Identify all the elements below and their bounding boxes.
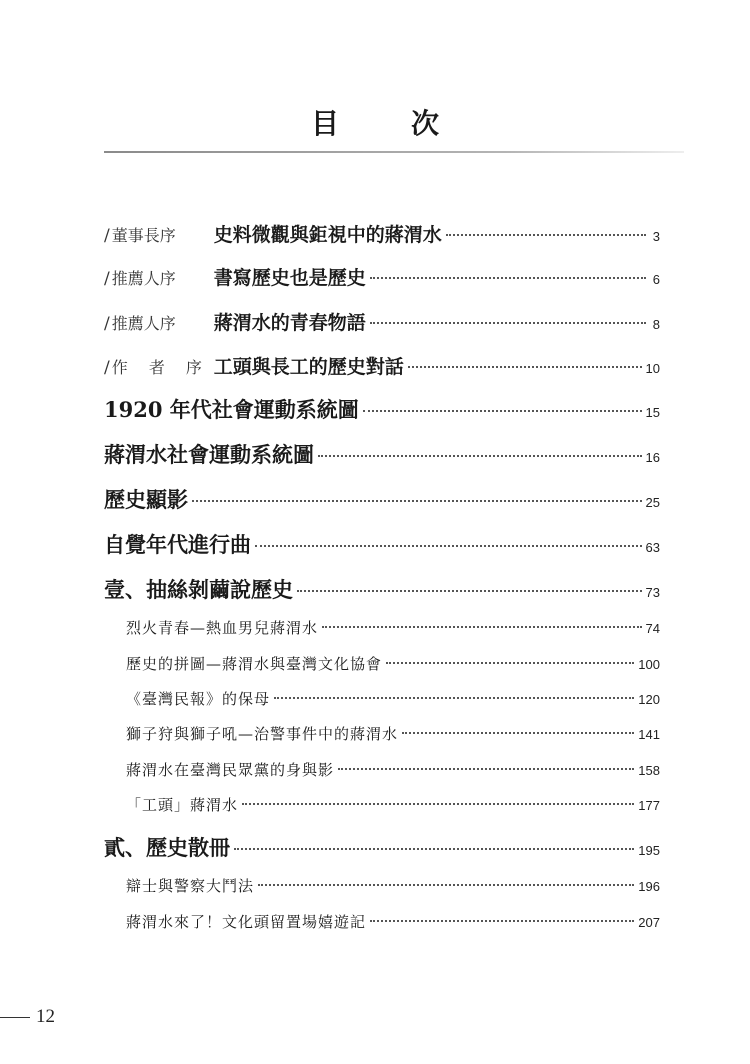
dot-leader (234, 848, 634, 850)
sub-item-title: 「工頭」蔣渭水 (126, 796, 239, 814)
dot-leader (408, 366, 642, 368)
dot-leader (274, 697, 634, 699)
dot-leader (370, 920, 634, 922)
toc-entry-part-two[interactable] (104, 831, 660, 865)
toc-entry-system-chart-jiang[interactable] (104, 438, 660, 472)
toc-entry-history-images[interactable] (104, 483, 660, 517)
toc-entry-system-chart-1920s[interactable] (104, 393, 660, 427)
toc-entry-sub-item[interactable] (126, 869, 660, 903)
sub-item-title: 歷史的拼圖—蔣渭水與臺灣文化協會 (126, 655, 383, 673)
page-title: 目 次 (310, 107, 461, 140)
page-number: 10 (645, 361, 660, 376)
dot-leader (370, 277, 646, 279)
slash-mark: / (104, 269, 110, 289)
page-number: 25 (645, 495, 660, 510)
preface-title: 蔣渭水的青春物語 (213, 312, 366, 334)
toc-entry-sub-item[interactable] (126, 611, 660, 645)
page-number: 73 (645, 585, 660, 600)
dot-leader (318, 455, 642, 457)
preface-label: 推薦人序 (111, 269, 176, 288)
page-number: 177 (638, 798, 660, 813)
page-number: 8 (652, 317, 660, 332)
section-title: 蔣渭水社會運動系統圖 (104, 442, 314, 467)
dot-leader (297, 590, 642, 592)
toc-entry-sub-item[interactable] (126, 647, 660, 681)
page-number: 15 (645, 405, 660, 420)
dot-leader (242, 803, 634, 805)
page-number: 120 (638, 692, 660, 707)
toc-entry-preface-author[interactable] (104, 350, 660, 384)
section-title: 歷史顯影 (104, 487, 188, 512)
dot-leader (322, 626, 642, 628)
footer-rule (0, 1017, 30, 1018)
toc-entry-sub-item[interactable] (126, 717, 660, 751)
toc-entry-preface-recommender-1[interactable] (104, 261, 660, 295)
page-number: 196 (638, 879, 660, 894)
slash-mark: / (104, 314, 110, 334)
page-number: 74 (645, 621, 660, 636)
sub-item-title: 獅子狩與獅子吼—治警事件中的蔣渭水 (126, 725, 399, 743)
sub-item-title: 《臺灣民報》的保母 (126, 690, 271, 708)
slash-mark: / (104, 358, 110, 378)
preface-title: 史料微觀與鉅視中的蔣渭水 (213, 224, 442, 246)
sub-item-title: 蔣渭水來了！文化頭留置場嬉遊記 (126, 913, 367, 931)
section-title: 1920 年代社會運動系統圖 (104, 397, 359, 422)
page-number: 141 (638, 727, 660, 742)
toc-entry-sub-item[interactable] (126, 905, 660, 939)
toc-entry-sub-item[interactable] (126, 682, 660, 716)
page-number: 158 (638, 763, 660, 778)
dot-leader (192, 500, 642, 502)
toc-entry-part-one[interactable] (104, 573, 660, 607)
page-number: 195 (638, 843, 660, 858)
preface-title: 書寫歷史也是歷史 (213, 267, 366, 289)
dot-leader (338, 768, 634, 770)
section-title: 壹、抽絲剝繭說歷史 (104, 577, 293, 602)
page-number: 16 (645, 450, 660, 465)
preface-label: 作 者 序 (111, 358, 210, 377)
dot-leader (402, 732, 634, 734)
page-number: 100 (638, 657, 660, 672)
slash-mark: / (104, 226, 110, 246)
toc-entry-awakening-march[interactable] (104, 528, 660, 562)
preface-label: 董事長序 (111, 226, 176, 245)
dot-leader (370, 322, 646, 324)
page-number: 3 (652, 229, 660, 244)
page-number: 207 (638, 915, 660, 930)
page-number: 63 (645, 540, 660, 555)
sub-item-title: 蔣渭水在臺灣民眾黨的身與影 (126, 761, 335, 779)
sub-item-title: 辯士與警察大鬥法 (126, 877, 255, 895)
dot-leader (258, 884, 634, 886)
dot-leader (255, 545, 642, 547)
section-title: 自覺年代進行曲 (104, 532, 251, 557)
dot-leader (446, 234, 646, 236)
toc-entry-sub-item[interactable] (126, 753, 660, 787)
toc-entry-preface-recommender-2[interactable] (104, 306, 660, 340)
preface-label: 推薦人序 (111, 314, 176, 333)
toc-entry-preface-chairman[interactable] (104, 218, 660, 252)
dot-leader (363, 410, 642, 412)
toc-entry-sub-item[interactable] (126, 788, 660, 822)
dot-leader (386, 662, 634, 664)
sub-item-title: 烈火青春—熱血男兒蔣渭水 (126, 619, 319, 637)
page-number: 6 (652, 272, 660, 287)
preface-title: 工頭與長工的歷史對話 (213, 356, 404, 378)
section-title: 貳、歷史散冊 (104, 835, 230, 860)
footer-page-number: 12 (36, 1006, 55, 1027)
